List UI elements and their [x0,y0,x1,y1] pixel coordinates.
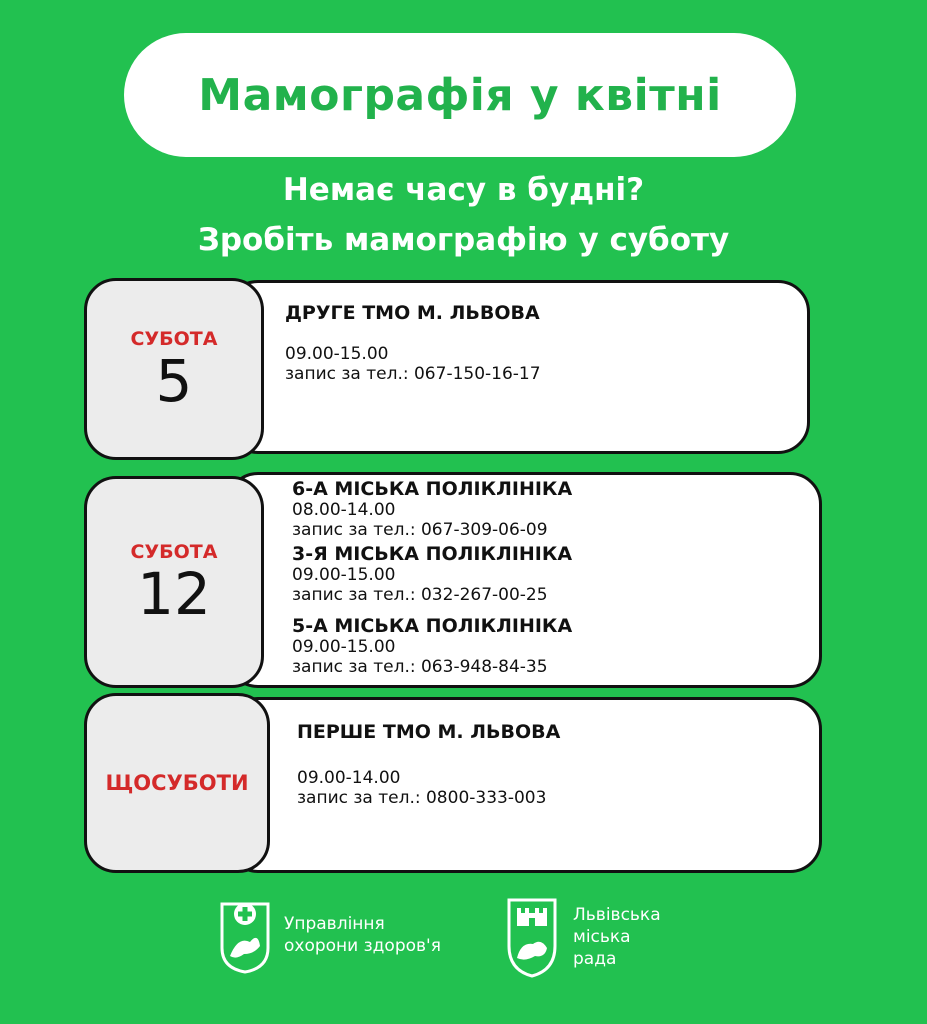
day-box-saturday-5 [84,278,264,460]
health-department-name-line1: Управління [284,914,385,934]
clinic-hours: 09.00-15.00 [292,565,396,585]
clinic-phone: запис за тел.: 063-948-84-35 [292,657,548,677]
day-label: ЩОСУБОТИ [105,771,249,795]
entries-every-saturday [297,721,560,808]
day-label: СУБОТА [130,328,218,350]
health-department-name-line2: охорони здоров'я [284,936,441,956]
clinic-hours: 09.00-15.00 [292,637,396,657]
city-council-name-line1: Львівська [573,905,661,925]
day-label: СУБОТА [130,541,218,563]
city-council-logo [503,896,661,978]
clinic-name: 3-Я МІСЬКА ПОЛІКЛІНІКА [292,543,573,565]
clinic-phone: запис за тел.: 067-309-06-09 [292,520,548,540]
clinic-phone: запис за тел.: 067-150-16-17 [285,364,541,384]
page-title: Мамографія у квітні [198,69,722,121]
clinic-phone: запис за тел.: 032-267-00-25 [292,585,548,605]
clinic-name: ПЕРШЕ ТМО М. ЛЬВОВА [297,721,561,743]
health-department-logo [218,896,441,974]
subtitle-line-2: Зробіть мамографію у суботу [197,222,730,258]
day-number: 5 [155,347,193,415]
health-department-emblem-icon [218,896,272,974]
title-pill [124,33,796,157]
clinic-hours: 09.00-14.00 [297,768,401,788]
city-council-name-line3: рада [573,949,617,969]
clinic-name: 5-А МІСЬКА ПОЛІКЛІНІКА [292,615,573,637]
clinic-name: ДРУГЕ ТМО М. ЛЬВОВА [285,302,540,324]
lviv-coat-of-arms-icon [503,896,561,978]
day-number: 12 [137,560,211,628]
entries-saturday-5 [285,302,541,384]
subtitle-line-1: Немає часу в будні? [282,172,645,208]
clinic-phone: запис за тел.: 0800-333-003 [297,788,547,808]
clinic-hours: 09.00-15.00 [285,344,389,364]
day-box-saturday-12 [84,476,264,688]
entries-saturday-12 [292,478,572,677]
day-box-every-saturday [84,693,270,873]
city-council-name-line2: міська [573,927,631,947]
clinic-hours: 08.00-14.00 [292,500,396,520]
clinic-name: 6-А МІСЬКА ПОЛІКЛІНІКА [292,478,573,500]
